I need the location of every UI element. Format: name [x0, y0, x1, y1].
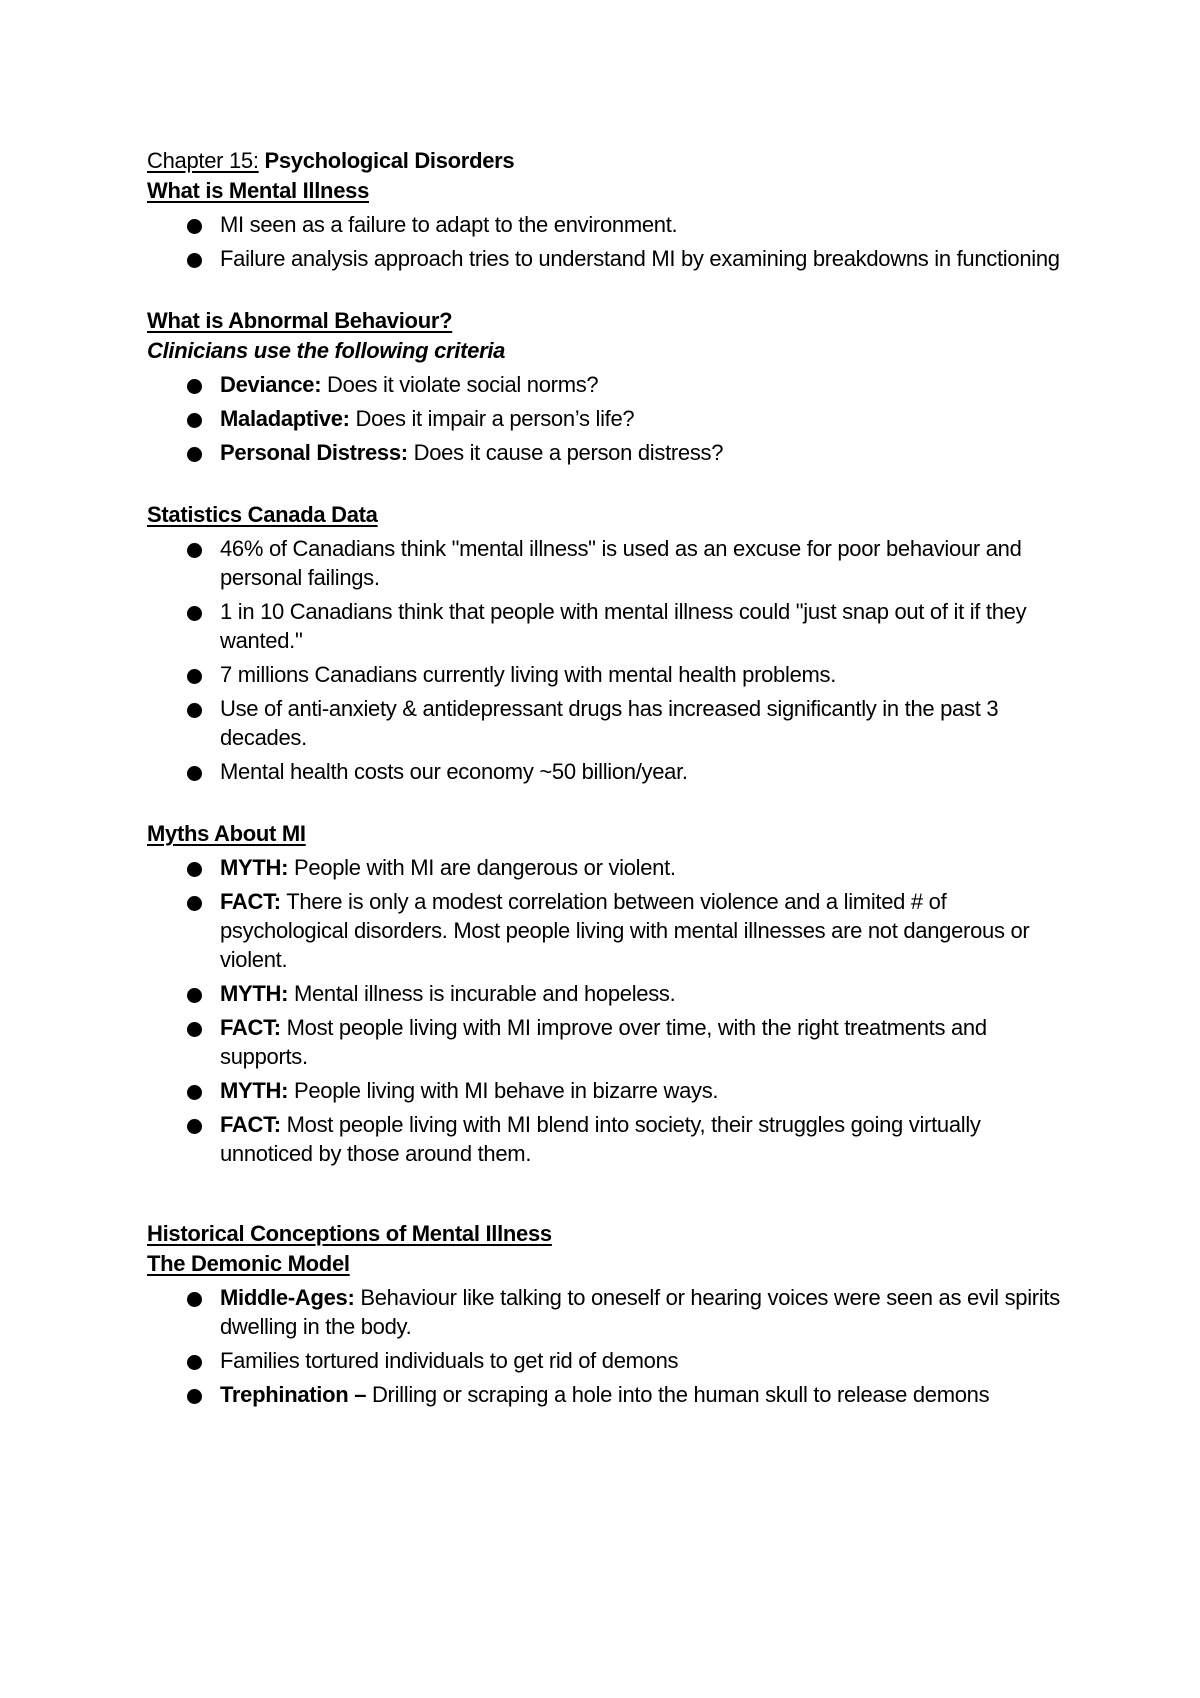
criteria-list — [147, 370, 1067, 467]
mental-illness-list — [147, 210, 1067, 273]
list-item — [147, 887, 1067, 974]
myths-list — [147, 853, 1067, 1168]
criterion-term: Maladaptive: — [220, 406, 350, 431]
section-heading-abnormal-behaviour: What is Abnormal Behaviour? — [147, 308, 453, 333]
list-item-text: Mental health costs our economy ~50 billion/year. — [220, 759, 688, 784]
fact-label: FACT: — [220, 1112, 281, 1137]
list-item — [147, 1110, 1067, 1168]
bullet-icon — [187, 1022, 202, 1037]
term-text: Drilling or scraping a hole into the human skull to release demons — [366, 1382, 990, 1407]
list-item — [147, 660, 1067, 689]
section-heading-statistics: Statistics Canada Data — [147, 502, 378, 527]
bullet-icon — [187, 988, 202, 1003]
myth-text: People with MI are dangerous or violent. — [288, 855, 676, 880]
list-item — [147, 1283, 1067, 1341]
chapter-title — [147, 146, 1067, 176]
bullet-icon — [187, 1389, 202, 1404]
list-item — [147, 1380, 1067, 1409]
fact-text: There is only a modest correlation between violence and a limited # of psychological disorders. Most people living with mental illnesses are not dangerous or violent. — [220, 889, 1030, 972]
bullet-icon — [187, 766, 202, 781]
list-item-text: 7 millions Canadians currently living with mental health problems. — [220, 662, 837, 687]
chapter-name: Psychological Disorders — [258, 148, 515, 173]
bullet-icon — [187, 1292, 202, 1307]
term-label: Middle-Ages: — [220, 1285, 355, 1310]
list-item — [147, 1076, 1067, 1105]
list-item — [147, 404, 1067, 433]
bullet-icon — [187, 669, 202, 684]
fact-label: FACT: — [220, 889, 281, 914]
list-item-text: MI seen as a failure to adapt to the environment. — [220, 212, 678, 237]
term-text: Families tortured individuals to get rid of demons — [220, 1348, 679, 1373]
section-heading-mental-illness: What is Mental Illness — [147, 178, 370, 203]
bullet-icon — [187, 606, 202, 621]
criteria-subtitle: Clinicians use the following criteria — [147, 338, 506, 363]
list-item-text: Use of anti-anxiety & antidepressant drugs has increased significantly in the past 3 decades. — [220, 696, 999, 750]
statistics-list — [147, 534, 1067, 786]
myth-text: Mental illness is incurable and hopeless. — [288, 981, 676, 1006]
myth-label: MYTH: — [220, 981, 289, 1006]
document-page — [147, 146, 1067, 1414]
bullet-icon — [187, 1085, 202, 1100]
bullet-icon — [187, 862, 202, 877]
myth-label: MYTH: — [220, 1078, 289, 1103]
list-item — [147, 370, 1067, 399]
criterion-term: Personal Distress: — [220, 440, 408, 465]
section-heading-historical: Historical Conceptions of Mental Illness — [147, 1221, 552, 1246]
list-item — [147, 694, 1067, 752]
term-label: Trephination – — [220, 1382, 367, 1407]
demonic-model-list — [147, 1283, 1067, 1409]
bullet-icon — [187, 543, 202, 558]
list-item — [147, 853, 1067, 882]
bullet-icon — [187, 1355, 202, 1370]
bullet-icon — [187, 896, 202, 911]
list-item — [147, 1013, 1067, 1071]
myth-text: People living with MI behave in bizarre ways. — [288, 1078, 719, 1103]
subsection-heading-demonic-model: The Demonic Model — [147, 1251, 350, 1276]
criterion-text: Does it impair a person’s life? — [349, 406, 635, 431]
myth-label: MYTH: — [220, 855, 289, 880]
list-item-text: 46% of Canadians think "mental illness" is used as an excuse for poor behaviour and personal failings. — [220, 536, 1022, 590]
list-item — [147, 979, 1067, 1008]
bullet-icon — [187, 447, 202, 462]
bullet-icon — [187, 379, 202, 394]
bullet-icon — [187, 253, 202, 268]
fact-text: Most people living with MI blend into society, their struggles going virtually unnoticed by those around them. — [220, 1112, 981, 1166]
chapter-number: Chapter 15: — [147, 148, 259, 173]
list-item — [147, 757, 1067, 786]
fact-text: Most people living with MI improve over time, with the right treatments and supports. — [220, 1015, 987, 1069]
list-item — [147, 210, 1067, 239]
bullet-icon — [187, 1119, 202, 1134]
list-item — [147, 534, 1067, 592]
list-item — [147, 597, 1067, 655]
list-item-text: Failure analysis approach tries to understand MI by examining breakdowns in functioning — [220, 246, 1060, 271]
list-item — [147, 1346, 1067, 1375]
fact-label: FACT: — [220, 1015, 281, 1040]
criterion-text: Does it cause a person distress? — [407, 440, 724, 465]
bullet-icon — [187, 219, 202, 234]
term-text: Behaviour like talking to oneself or hearing voices were seen as evil spirits dwelling in the body. — [220, 1285, 1060, 1339]
list-item-text: 1 in 10 Canadians think that people with mental illness could "just snap out of it if they wanted." — [220, 599, 1027, 653]
bullet-icon — [187, 413, 202, 428]
section-heading-myths: Myths About MI — [147, 821, 306, 846]
criterion-term: Deviance: — [220, 372, 322, 397]
bullet-icon — [187, 703, 202, 718]
list-item — [147, 244, 1067, 273]
criterion-text: Does it violate social norms? — [321, 372, 599, 397]
list-item — [147, 438, 1067, 467]
